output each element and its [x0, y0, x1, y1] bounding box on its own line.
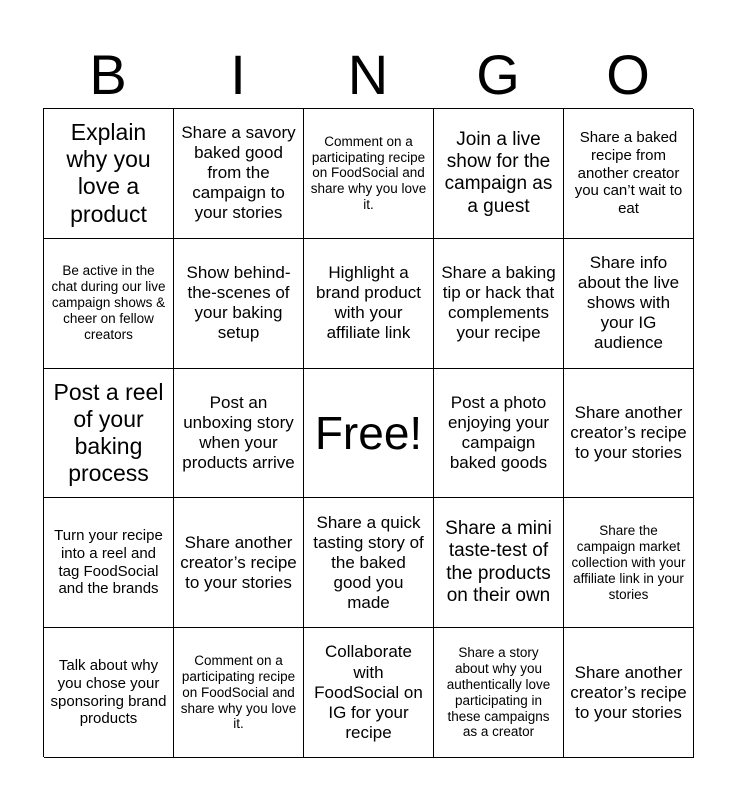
cell-text: Comment on a participating recipe on FoodSocial and share why you love it. [310, 133, 427, 213]
bingo-cell-i5[interactable] [174, 628, 304, 758]
bingo-cell-g1[interactable] [434, 109, 564, 239]
bingo-cell-b2[interactable] [44, 239, 174, 369]
bingo-cell-n1[interactable] [304, 109, 434, 239]
cell-text: Share a quick tasting story of the baked good you made [313, 512, 424, 612]
cell-text: Share a baked recipe from another creator you can’t wait to eat [574, 129, 683, 217]
bingo-cell-i4[interactable] [174, 498, 304, 628]
cell-text: Talk about why you chose your sponsoring brand products [50, 657, 167, 728]
bingo-cell-i3[interactable] [174, 369, 304, 499]
cell-text: Post a reel of your baking process [53, 378, 164, 487]
header-letter-g: G [476, 43, 520, 106]
cell-text: Share another creator’s recipe to your stories [180, 532, 297, 592]
cell-text: Share info about the live shows with your IG audience [577, 253, 680, 353]
bingo-cell-g4[interactable] [434, 498, 564, 628]
cell-text: Collaborate with FoodSocial on IG for your recipe [314, 642, 423, 742]
cell-text: Explain why you love a product [66, 119, 151, 227]
bingo-cell-o1[interactable] [564, 109, 694, 239]
cell-text: Share another creator’s recipe to your stories [570, 402, 687, 463]
cell-text: Post an unboxing story when your products arrive [182, 392, 295, 473]
bingo-cell-free[interactable] [304, 369, 434, 499]
cell-text: Share a baking tip or hack that complements your recipe [441, 263, 556, 343]
bingo-cell-n2[interactable] [304, 239, 434, 369]
bingo-cell-i1[interactable] [174, 109, 304, 239]
cell-text: Share another creator’s recipe to your stories [570, 662, 687, 722]
cell-text: Join a live show for the campaign as a guest [444, 128, 553, 217]
bingo-cell-o5[interactable] [564, 628, 694, 758]
bingo-cell-b1[interactable] [44, 109, 174, 239]
bingo-board [43, 108, 693, 757]
header-letter-i: I [230, 43, 246, 106]
bingo-cell-o2[interactable] [564, 239, 694, 369]
cell-text: Highlight a brand product with your affiliate link [316, 263, 421, 343]
cell-text: Show behind-the-scenes of your baking setup [186, 263, 291, 343]
cell-text: Share a savory baked good from the campaign to your stories [181, 123, 296, 223]
cell-text: Be active in the chat during our live campaign shows & cheer on fellow creators [51, 263, 166, 343]
bingo-cell-g5[interactable] [434, 628, 564, 758]
header-letter-n: N [347, 43, 389, 106]
header-letter-o: O [606, 43, 650, 106]
bingo-cell-o4[interactable] [564, 498, 694, 628]
cell-text: Comment on a participating recipe on FoodSocial and share why you love it. [180, 652, 297, 732]
cell-text: Turn your recipe into a reel and tag FoodSocial and the brands [54, 527, 163, 598]
bingo-cell-g2[interactable] [434, 239, 564, 369]
cell-text: Share a story about why you authentically love participating in these campaigns as a creator [446, 644, 551, 740]
bingo-cell-n5[interactable] [304, 628, 434, 758]
bingo-header [43, 44, 693, 106]
bingo-cell-b3[interactable] [44, 369, 174, 499]
header-letter-b: B [89, 43, 127, 106]
cell-text: Post a photo enjoying your campaign baked goods [447, 392, 550, 473]
bingo-cell-o3[interactable] [564, 369, 694, 499]
bingo-cell-n4[interactable] [304, 498, 434, 628]
bingo-cell-b4[interactable] [44, 498, 174, 628]
cell-text: Share the campaign market collection with your affiliate link in your stories [571, 522, 686, 602]
cell-text: Share a mini taste-test of the products on their own [445, 517, 552, 607]
bingo-cell-g3[interactable] [434, 369, 564, 499]
bingo-cell-b5[interactable] [44, 628, 174, 758]
bingo-cell-i2[interactable] [174, 239, 304, 369]
free-space-text: Free! [314, 406, 423, 459]
